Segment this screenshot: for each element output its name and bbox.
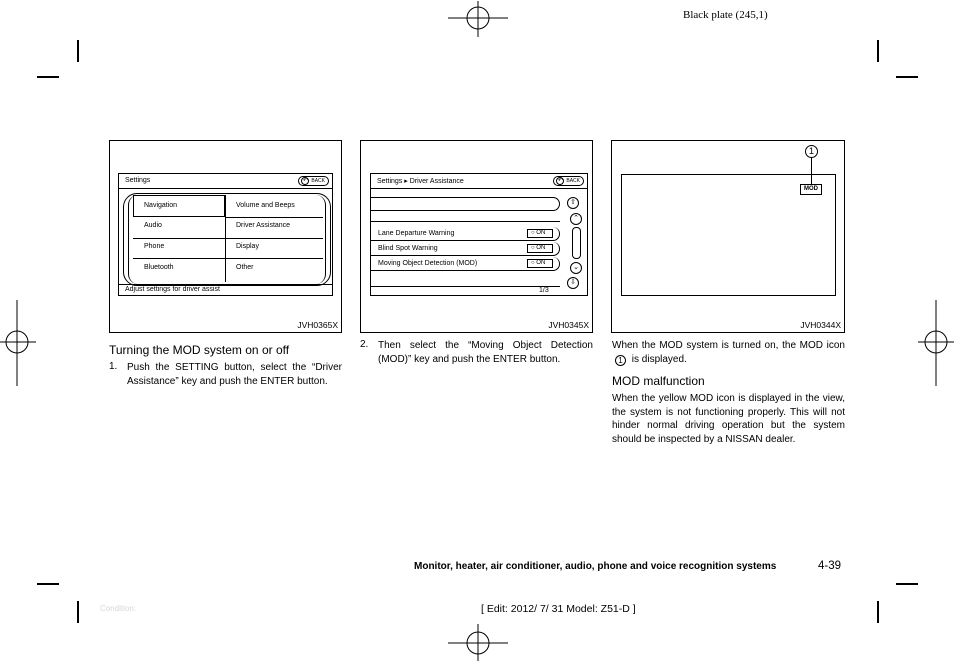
mod-intro-paragraph — [612, 339, 845, 366]
registration-mark-top — [448, 1, 508, 37]
toggle-state: ON — [536, 245, 546, 251]
driver-assistance-screen — [370, 173, 588, 296]
back-button[interactable] — [298, 176, 329, 186]
list-separator — [371, 221, 560, 222]
page-indicator: 1/3 — [539, 287, 549, 294]
step-number: 1. — [109, 361, 118, 372]
settings-screen — [118, 173, 333, 296]
back-label: BACK — [311, 178, 325, 184]
edit-info: [ Edit: 2012/ 7/ 31 Model: Z51-D ] — [481, 603, 636, 615]
figure-code: JVH0365X — [297, 320, 338, 330]
toggle-state: ON — [536, 230, 546, 236]
list-row[interactable] — [371, 257, 560, 271]
mod-malfunction-paragraph: When the yellow MOD icon is displayed in the view, the system is not functioning properly. This will not hinder normal driving operation but the system should be inspected by a NISSAN dealer. — [612, 393, 845, 445]
registration-mark-right — [918, 300, 954, 386]
toggle-on-indicator[interactable]: ○ ON — [527, 229, 553, 238]
menu-item-driver-assistance[interactable]: Driver Assistance — [236, 222, 291, 229]
footer-section-title: Monitor, heater, air conditioner, audio, phone and voice recognition systems — [414, 561, 777, 572]
toggle-state: ON — [536, 260, 546, 266]
menu-item-bluetooth[interactable]: Bluetooth — [144, 264, 174, 271]
status-text: Adjust settings for driver assist — [125, 286, 220, 293]
page-number: 4-39 — [818, 560, 842, 572]
screen-header — [119, 174, 332, 189]
menu-divider — [133, 238, 323, 239]
screen-title: Settings — [125, 177, 151, 184]
list-row[interactable] — [371, 227, 560, 241]
list-area — [371, 197, 560, 281]
section-heading-mod-malfunction: MOD malfunction — [612, 374, 705, 388]
row-label: Moving Object Detection (MOD) — [378, 260, 478, 267]
menu-item-other[interactable]: Other — [236, 264, 254, 271]
page-down-icon[interactable]: ⇩ — [567, 277, 579, 289]
registration-mark-bottom — [448, 624, 508, 661]
scroll-down-icon[interactable]: ⌄ — [570, 262, 582, 274]
plate-label: Black plate (245,1) — [683, 9, 768, 21]
menu-item-display[interactable]: Display — [236, 243, 259, 250]
scrollbar[interactable] — [572, 227, 581, 259]
callout-marker: 1 — [615, 355, 626, 366]
menu-item-phone[interactable]: Phone — [144, 243, 165, 250]
figure-code: JVH0345X — [548, 320, 589, 330]
back-label: BACK — [566, 178, 580, 184]
row-label: Blind Spot Warning — [378, 245, 438, 252]
registration-mark-left — [0, 300, 36, 386]
figure-driver-assistance — [360, 140, 593, 333]
list-row-blank — [371, 197, 560, 211]
screen-title: Settings ▸ Driver Assistance — [377, 178, 464, 185]
callout-marker: 1 — [805, 145, 818, 158]
status-bar — [119, 284, 332, 295]
menu-item-volume-and-beeps[interactable]: Volume and Beeps — [236, 202, 295, 209]
menu-divider — [225, 217, 323, 218]
step-text: Then select the “Moving Object Detection (MOD)” key and push the ENTER button. — [378, 340, 593, 365]
figure-settings-menu — [109, 140, 342, 333]
menu-item-audio[interactable]: Audio — [144, 222, 162, 229]
toggle-on-indicator[interactable]: ○ ON — [527, 259, 553, 268]
scroll-up-icon[interactable]: ⌃ — [570, 213, 582, 225]
screen-header — [371, 174, 587, 189]
menu-divider — [133, 258, 323, 259]
mod-icon: MOD — [800, 184, 822, 195]
toggle-on-indicator[interactable]: ○ ON — [527, 244, 553, 253]
step-number: 2. — [360, 339, 369, 350]
back-arrow-icon: ↶ — [557, 178, 563, 184]
menu-item-navigation[interactable]: Navigation — [144, 202, 178, 209]
intro-text-b: is displayed. — [631, 353, 687, 365]
condition-label: Condition: — [100, 604, 137, 613]
intro-text-a: When the MOD system is turned on, the MOD icon — [612, 340, 845, 351]
page-up-icon[interactable]: ⇧ — [567, 197, 579, 209]
back-button[interactable] — [553, 176, 584, 186]
step-text: Push the SETTING button, select the “Driver Assistance” key and push the ENTER button. — [127, 362, 342, 387]
section-heading-mod-on-off: Turning the MOD system on or off — [109, 343, 290, 357]
footer-rule — [371, 286, 560, 287]
figure-mod-icon — [611, 140, 845, 333]
row-label: Lane Departure Warning — [378, 230, 455, 237]
list-row[interactable] — [371, 242, 560, 256]
back-arrow-icon: ↶ — [302, 178, 308, 184]
figure-code: JVH0344X — [800, 320, 841, 330]
